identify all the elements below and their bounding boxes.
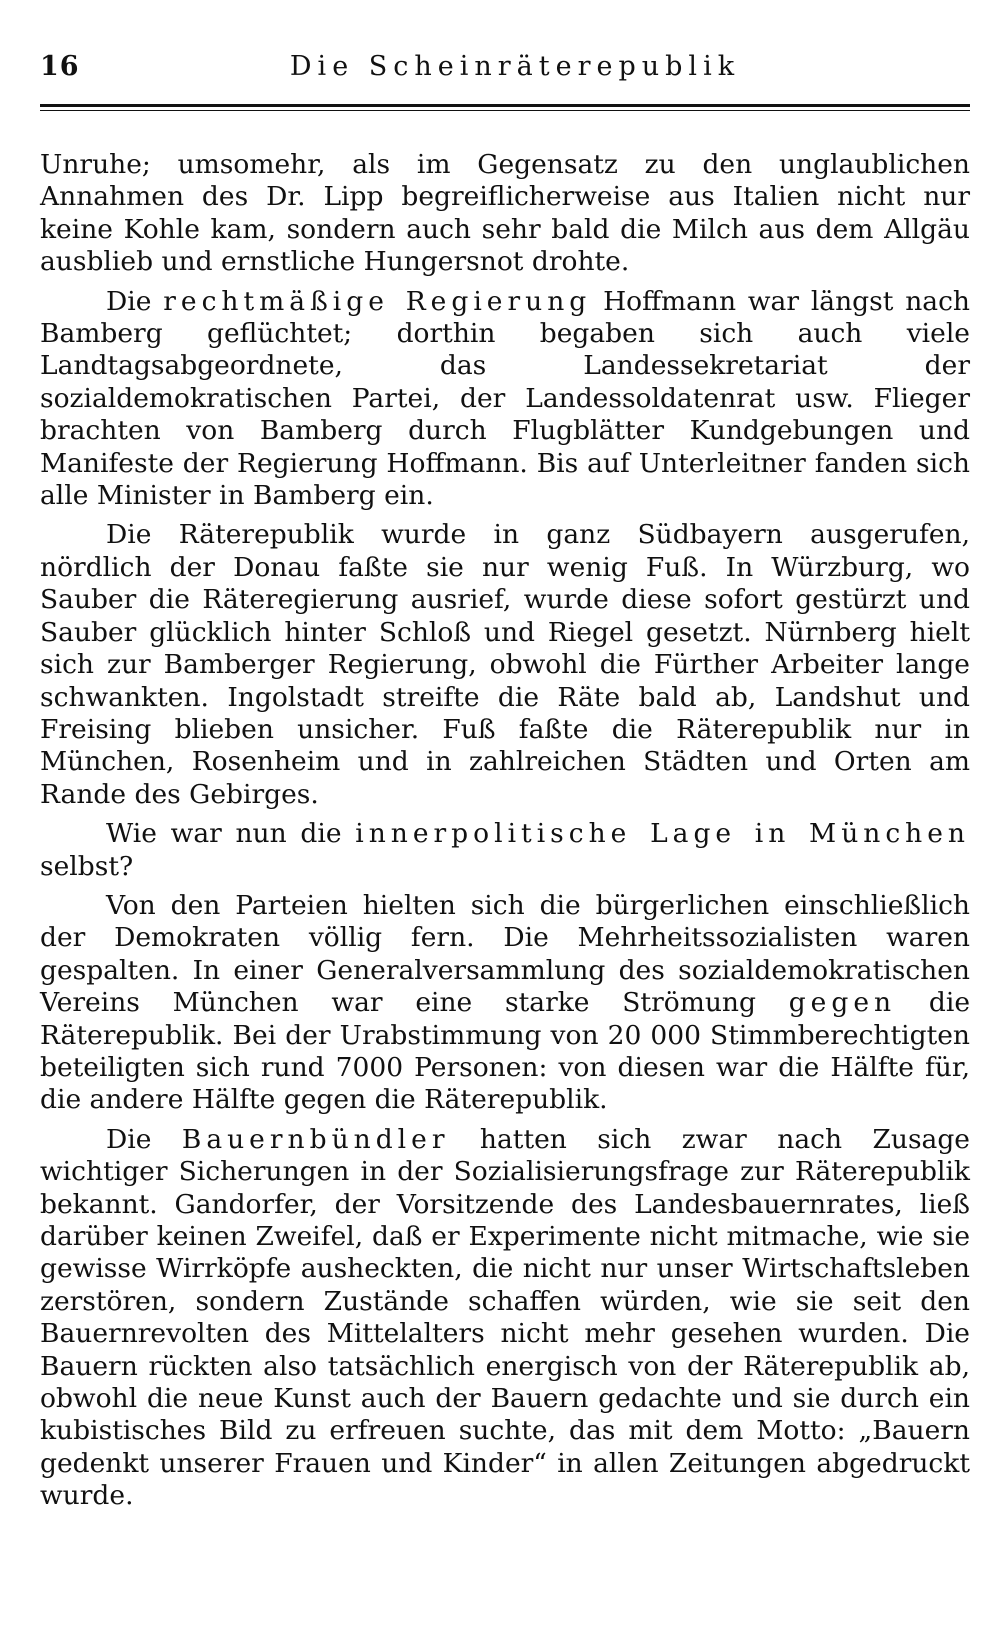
running-title: Die Scheinräterepublik (289, 51, 741, 82)
paragraph-5-rest: die Räterepublik. Bei der Urabstimmung von 20 000 Stimmberechtigten beteiligten sich rund 7000 Personen: von diesen war die Hälfte für, die andere Hälfte gegen die Räterepublik. (40, 987, 971, 1116)
paragraph-5-emphasis: gegen (788, 987, 897, 1019)
paragraph-5-lead: Von den Parteien hielten sich die bürgerlichen einschließlich der Demokraten völlig fern. Die Mehrheitssozialisten waren gespalten. In einer Generalversammlung des sozialdemokratischen Vereins München war eine starke Strömung (40, 889, 970, 1019)
paragraph-4-lead: Wie war nun die (106, 818, 356, 850)
paragraph-2 (40, 286, 970, 513)
paragraph-4-rest: selbst? (40, 850, 134, 882)
paragraph-6-emphasis: Bauernbündler (181, 1123, 450, 1155)
paragraph-5 (40, 890, 970, 1117)
paragraph-4-emphasis: innerpolitische Lage in München (355, 818, 970, 850)
paragraph-4 (40, 818, 970, 883)
header-rule (40, 104, 970, 111)
paragraph-2-rest: Hoffmann war längst nach Bamberg geflüchtet; dorthin begaben sich auch viele Landtagsabgeordnete, das Landessekretariat der sozialdemokratischen Partei, der Landessoldatenrat usw. Flieger brachten von Bamberg durch Flugblätter Kundgebungen und Manifeste der Regierung Hoffmann. Bis auf Unterleitner fanden sich alle Minister in Bamberg ein. (40, 285, 970, 512)
page-header (40, 44, 970, 90)
paragraph-6-lead: Die (106, 1123, 182, 1155)
paragraph-3: Die Räterepublik wurde in ganz Südbayern ausgerufen, nördlich der Donau faßte sie nur wenig Fuß. In Würzburg, wo Sauber die Räteregierung ausrief, wurde diese sofort gestürzt und Sauber glücklich hinter Schloß und Riegel gesetzt. Nürnberg hielt sich zur Bamberger Regierung, obwohl die Fürther Arbeiter lange schwankten. Ingolstadt streifte die Räte bald ab, Landshut und Freising blieben unsicher. Fuß faßte die Räterepublik nur in München, Rosenheim und in zahlreichen Städten und Orten am Rande des Gebirges. (40, 519, 970, 810)
paragraph-2-lead: Die (106, 285, 164, 317)
paragraph-6 (40, 1124, 970, 1513)
paragraph-1: Unruhe; umsomehr, als im Gegensatz zu den unglaublichen Annahmen des Dr. Lipp begreiflicherweise aus Italien nicht nur keine Kohle kam, sondern auch sehr bald die Milch aus dem Allgäu ausblieb und ernstliche Hungersnot drohte. (40, 149, 970, 278)
paragraph-6-rest: hatten sich zwar nach Zusage wichtiger Sicherungen in der Sozialisierungsfrage zur Räterepublik bekannt. Gandorfer, der Vorsitzende des Landesbauernrates, ließ darüber keinen Zweifel, daß er Experimente nicht mitmache, wie sie gewisse Wirrköpfe ausheckten, die nicht nur unser Wirtschaftsleben zerstören, sondern Zustände schaffen würden, wie sie seit den Bauernrevolten des Mittelalters nicht mehr gesehen wurden. Die Bauern rückten also tatsächlich energisch von der Räterepublik ab, obwohl die neue Kunst auch der Bauern gedachte und sie durch ein kubistisches Bild zu erfreuen suchte, das mit dem Motto: „Bauern gedenkt unserer Frauen und Kinder“ in allen Zeitungen abgedruckt wurde. (40, 1123, 970, 1512)
book-page (40, 44, 970, 1604)
body-text (40, 149, 970, 1513)
page-number: 16 (40, 51, 80, 82)
paragraph-2-emphasis: rechtmäßige Regierung (163, 285, 592, 317)
